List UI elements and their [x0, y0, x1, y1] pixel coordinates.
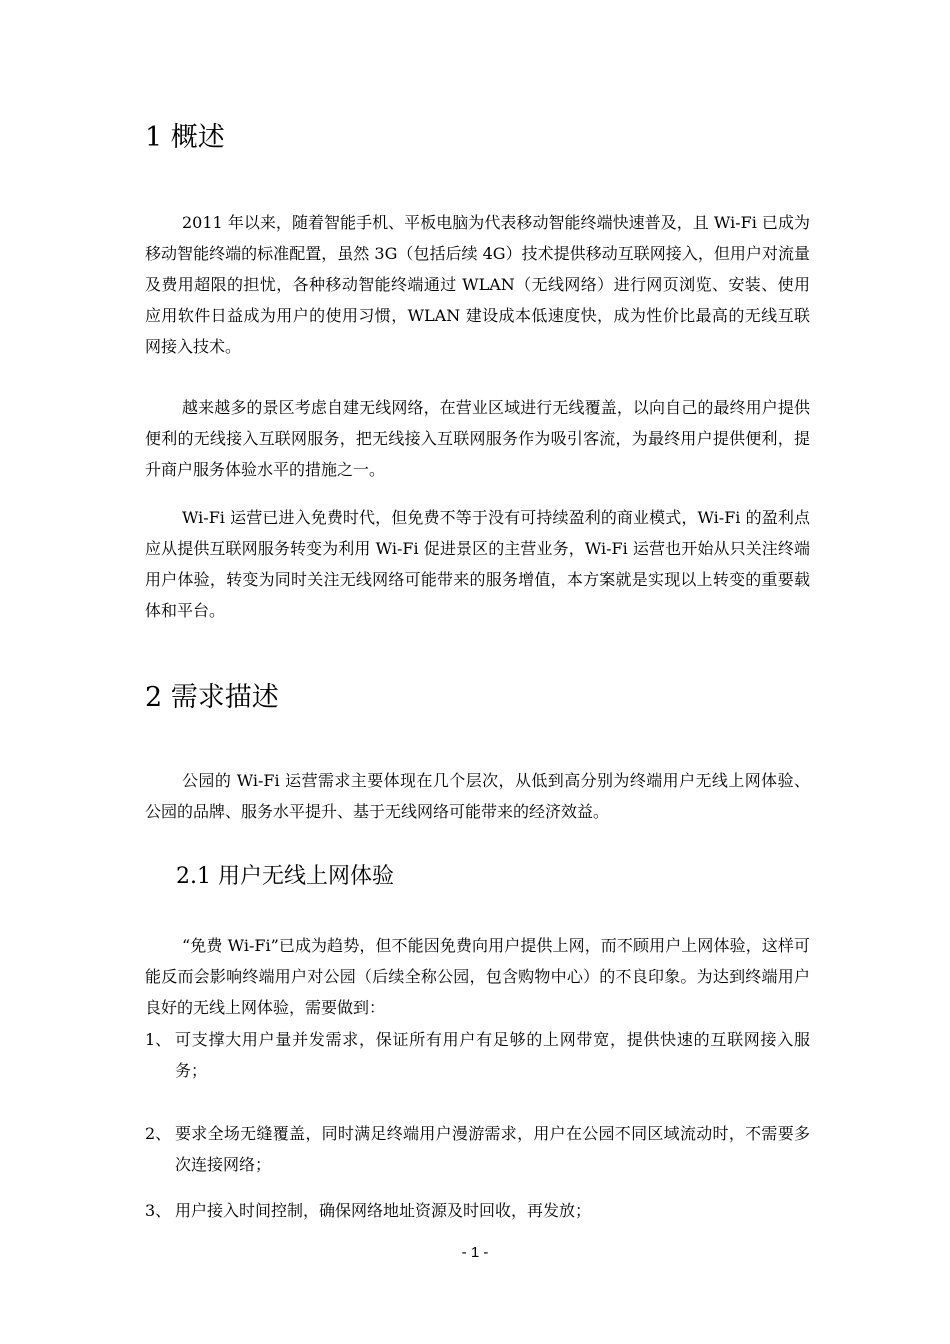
- section-2-paragraph-1: 公园的 Wi-Fi 运营需求主要体现在几个层次，从低到高分别为终端用户无线上网体验、公园的品牌、服务水平提升、基于无线网络可能带来的经济效益。: [145, 771, 810, 821]
- list-item-text: 用户接入时间控制，确保网络地址资源及时回收，再发放；: [175, 1201, 592, 1220]
- section-1-paragraph-3: Wi-Fi 运营已进入免费时代，但免费不等于没有可持续盈利的商业模式，Wi-Fi 的盈利点应从提供互联网服务转变为利用 Wi-Fi 促进景区的主营业务，Wi-Fi 运营也开始从只关注终端用户体验，转变为同时关注无线网络可能带来的服务增值，本方案就是实现以上转变的重要载体和平台。: [145, 508, 810, 620]
- requirement-list-item-2: [145, 1118, 810, 1180]
- requirement-list-item-3: [145, 1195, 810, 1226]
- subsection-2-1-intro: “免费 Wi-Fi”已成为趋势，但不能因免费向用户提供上网，而不顾用户上网体验，这样可能反而会影响终端用户对公园（后续全称公园，包含购物中心）的不良印象。为达到终端用户良好的无线上网体验，需要做到：: [145, 936, 810, 1017]
- page-number: - 1 -: [461, 1244, 489, 1261]
- section-2-number: 2: [145, 682, 163, 713]
- list-item-text: 要求全场无缝覆盖，同时满足终端用户漫游需求，用户在公园不同区域流动时，不需要多次连接网络；: [175, 1124, 810, 1174]
- section-1-paragraph-1: 2011 年以来，随着智能手机、平板电脑为代表移动智能终端快速普及，且 Wi-Fi 已成为移动智能终端的标准配置，虽然 3G（包括后续 4G）技术提供移动互联网接入，但用户对流量及费用超限的担忧，各种移动智能终端通过 WLAN（无线网络）进行网页浏览、安装、使用应用软件日益成为用户的使用习惯，WLAN 建设成本低速度快，成为性价比最高的无线互联网接入技术。: [145, 213, 810, 356]
- list-item-number: 1、: [145, 1030, 172, 1049]
- list-item-number: 2、: [145, 1124, 172, 1143]
- subsection-2-1-number: 2.1: [176, 864, 211, 889]
- subsection-2-1-title: 用户无线上网体验: [218, 864, 395, 889]
- requirement-list-item-1: [145, 1024, 810, 1086]
- list-item-number: 3、: [145, 1201, 172, 1220]
- section-1-number: 1: [145, 122, 163, 153]
- section-2-title: 需求描述: [170, 682, 279, 713]
- section-1-title: 概述: [170, 122, 225, 153]
- list-item-text: 可支撑大用户量并发需求，保证所有用户有足够的上网带宽，提供快速的互联网接入服务；: [175, 1030, 810, 1080]
- section-1-heading: [145, 120, 225, 156]
- section-2-heading: [145, 680, 279, 716]
- subsection-2-1-heading: [176, 862, 394, 892]
- section-1-paragraph-2: 越来越多的景区考虑自建无线网络，在营业区域进行无线覆盖，以向自己的最终用户提供便利的无线接入互联网服务，把无线接入互联网服务作为吸引客流，为最终用户提供便利，提升商户服务体验水平的措施之一。: [145, 398, 810, 479]
